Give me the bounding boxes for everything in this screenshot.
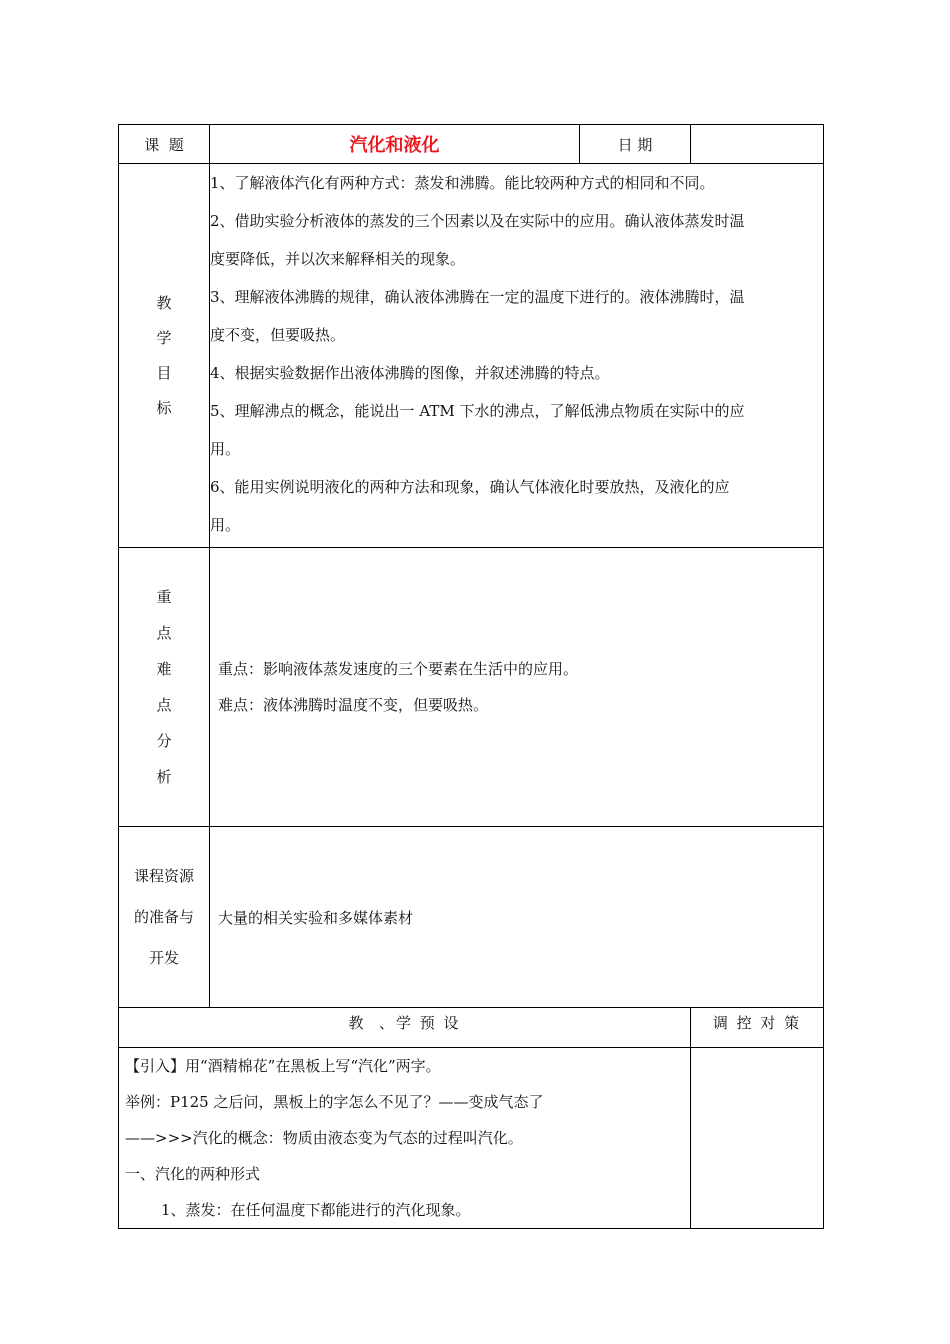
resources-label-line: 课程资源 bbox=[133, 866, 194, 885]
topic-label-cell bbox=[119, 125, 210, 164]
teaching-header: 教 、学 预 设 bbox=[348, 1014, 461, 1032]
teaching-body-row bbox=[119, 1048, 824, 1229]
key-points-content bbox=[210, 548, 824, 827]
difficulty-point: 难点：液体沸腾时温度不变，但要吸热。 bbox=[218, 696, 489, 714]
control-content bbox=[691, 1048, 824, 1229]
resources-label-cell bbox=[119, 827, 210, 1008]
date-label-cell bbox=[580, 125, 691, 164]
key-points-label-cell bbox=[119, 548, 210, 827]
objective-line: 4、根据实验数据作出液体沸腾的图像，并叙述沸腾的特点。 bbox=[210, 364, 610, 382]
key-points-label-char: 重 bbox=[156, 588, 172, 606]
objectives-label-char: 教 bbox=[156, 293, 172, 312]
objective-line: 用。 bbox=[210, 440, 241, 458]
objective-line: 5、理解沸点的概念，能说出一 ATM 下水的沸点，了解低沸点物质在实际中的应 bbox=[210, 402, 745, 420]
teaching-line: 1、蒸发：在任何温度下都能进行的汽化现象。 bbox=[161, 1201, 471, 1219]
focus-point: 重点：影响液体蒸发速度的三个要素在生活中的应用。 bbox=[218, 660, 579, 678]
teaching-line: ——>>>汽化的概念：物质由液态变为气态的过程叫汽化。 bbox=[125, 1129, 523, 1147]
title-cell bbox=[210, 125, 580, 164]
lesson-plan-table bbox=[118, 124, 824, 1229]
objective-line: 6、能用实例说明液化的两种方法和现象，确认气体液化时要放热，及液化的应 bbox=[210, 478, 730, 496]
control-header: 调 控 对 策 bbox=[712, 1014, 802, 1032]
objectives-label-char: 目 bbox=[156, 363, 172, 382]
teaching-line: 一、汽化的两种形式 bbox=[125, 1165, 261, 1183]
objectives-label-char: 学 bbox=[156, 328, 172, 347]
key-points-row bbox=[119, 548, 824, 827]
teaching-content bbox=[119, 1048, 691, 1229]
key-points-label-char: 分 bbox=[156, 732, 172, 750]
teaching-line: 【引入】用“酒精棉花”在黑板上写“汽化”两字。 bbox=[125, 1057, 441, 1075]
objective-line: 3、理解液体沸腾的规律，确认液体沸腾在一定的温度下进行的。液体沸腾时，温 bbox=[210, 288, 745, 306]
teaching-line: 举例：P125 之后问，黑板上的字怎么不见了？——变成气态了 bbox=[125, 1093, 544, 1111]
header-row bbox=[119, 125, 824, 164]
date-value-cell bbox=[691, 125, 824, 164]
date-label: 日 期 bbox=[617, 135, 653, 154]
teaching-header-cell bbox=[119, 1008, 691, 1048]
resources-text: 大量的相关实验和多媒体素材 bbox=[218, 908, 414, 927]
objective-line: 用。 bbox=[210, 516, 241, 534]
key-points-label-char: 难 bbox=[156, 660, 172, 678]
key-points-label-char: 点 bbox=[156, 624, 172, 642]
objective-line: 度不变，但要吸热。 bbox=[210, 326, 346, 344]
objective-line: 1、了解液体汽化有两种方式：蒸发和沸腾。能比较两种方式的相同和不同。 bbox=[210, 174, 715, 192]
resources-content bbox=[210, 827, 824, 1008]
key-points-label-char: 点 bbox=[156, 696, 172, 714]
topic-label: 课 题 bbox=[144, 135, 184, 154]
resources-row bbox=[119, 827, 824, 1008]
resources-label-line: 开发 bbox=[148, 948, 179, 967]
resources-label-line: 的准备与 bbox=[133, 907, 194, 926]
objective-line: 2、借助实验分析液体的蒸发的三个因素以及在实际中的应用。确认液体蒸发时温 bbox=[210, 212, 745, 230]
objectives-content bbox=[210, 164, 824, 548]
teaching-header-row bbox=[119, 1008, 824, 1048]
objectives-row bbox=[119, 164, 824, 548]
key-points-label-char: 析 bbox=[156, 768, 172, 786]
control-header-cell bbox=[691, 1008, 824, 1048]
objectives-label-char: 标 bbox=[156, 398, 172, 417]
lesson-title: 汽化和液化 bbox=[349, 135, 440, 156]
objective-line: 度要降低，并以次来解释相关的现象。 bbox=[210, 250, 466, 268]
objectives-label-cell bbox=[119, 164, 210, 548]
